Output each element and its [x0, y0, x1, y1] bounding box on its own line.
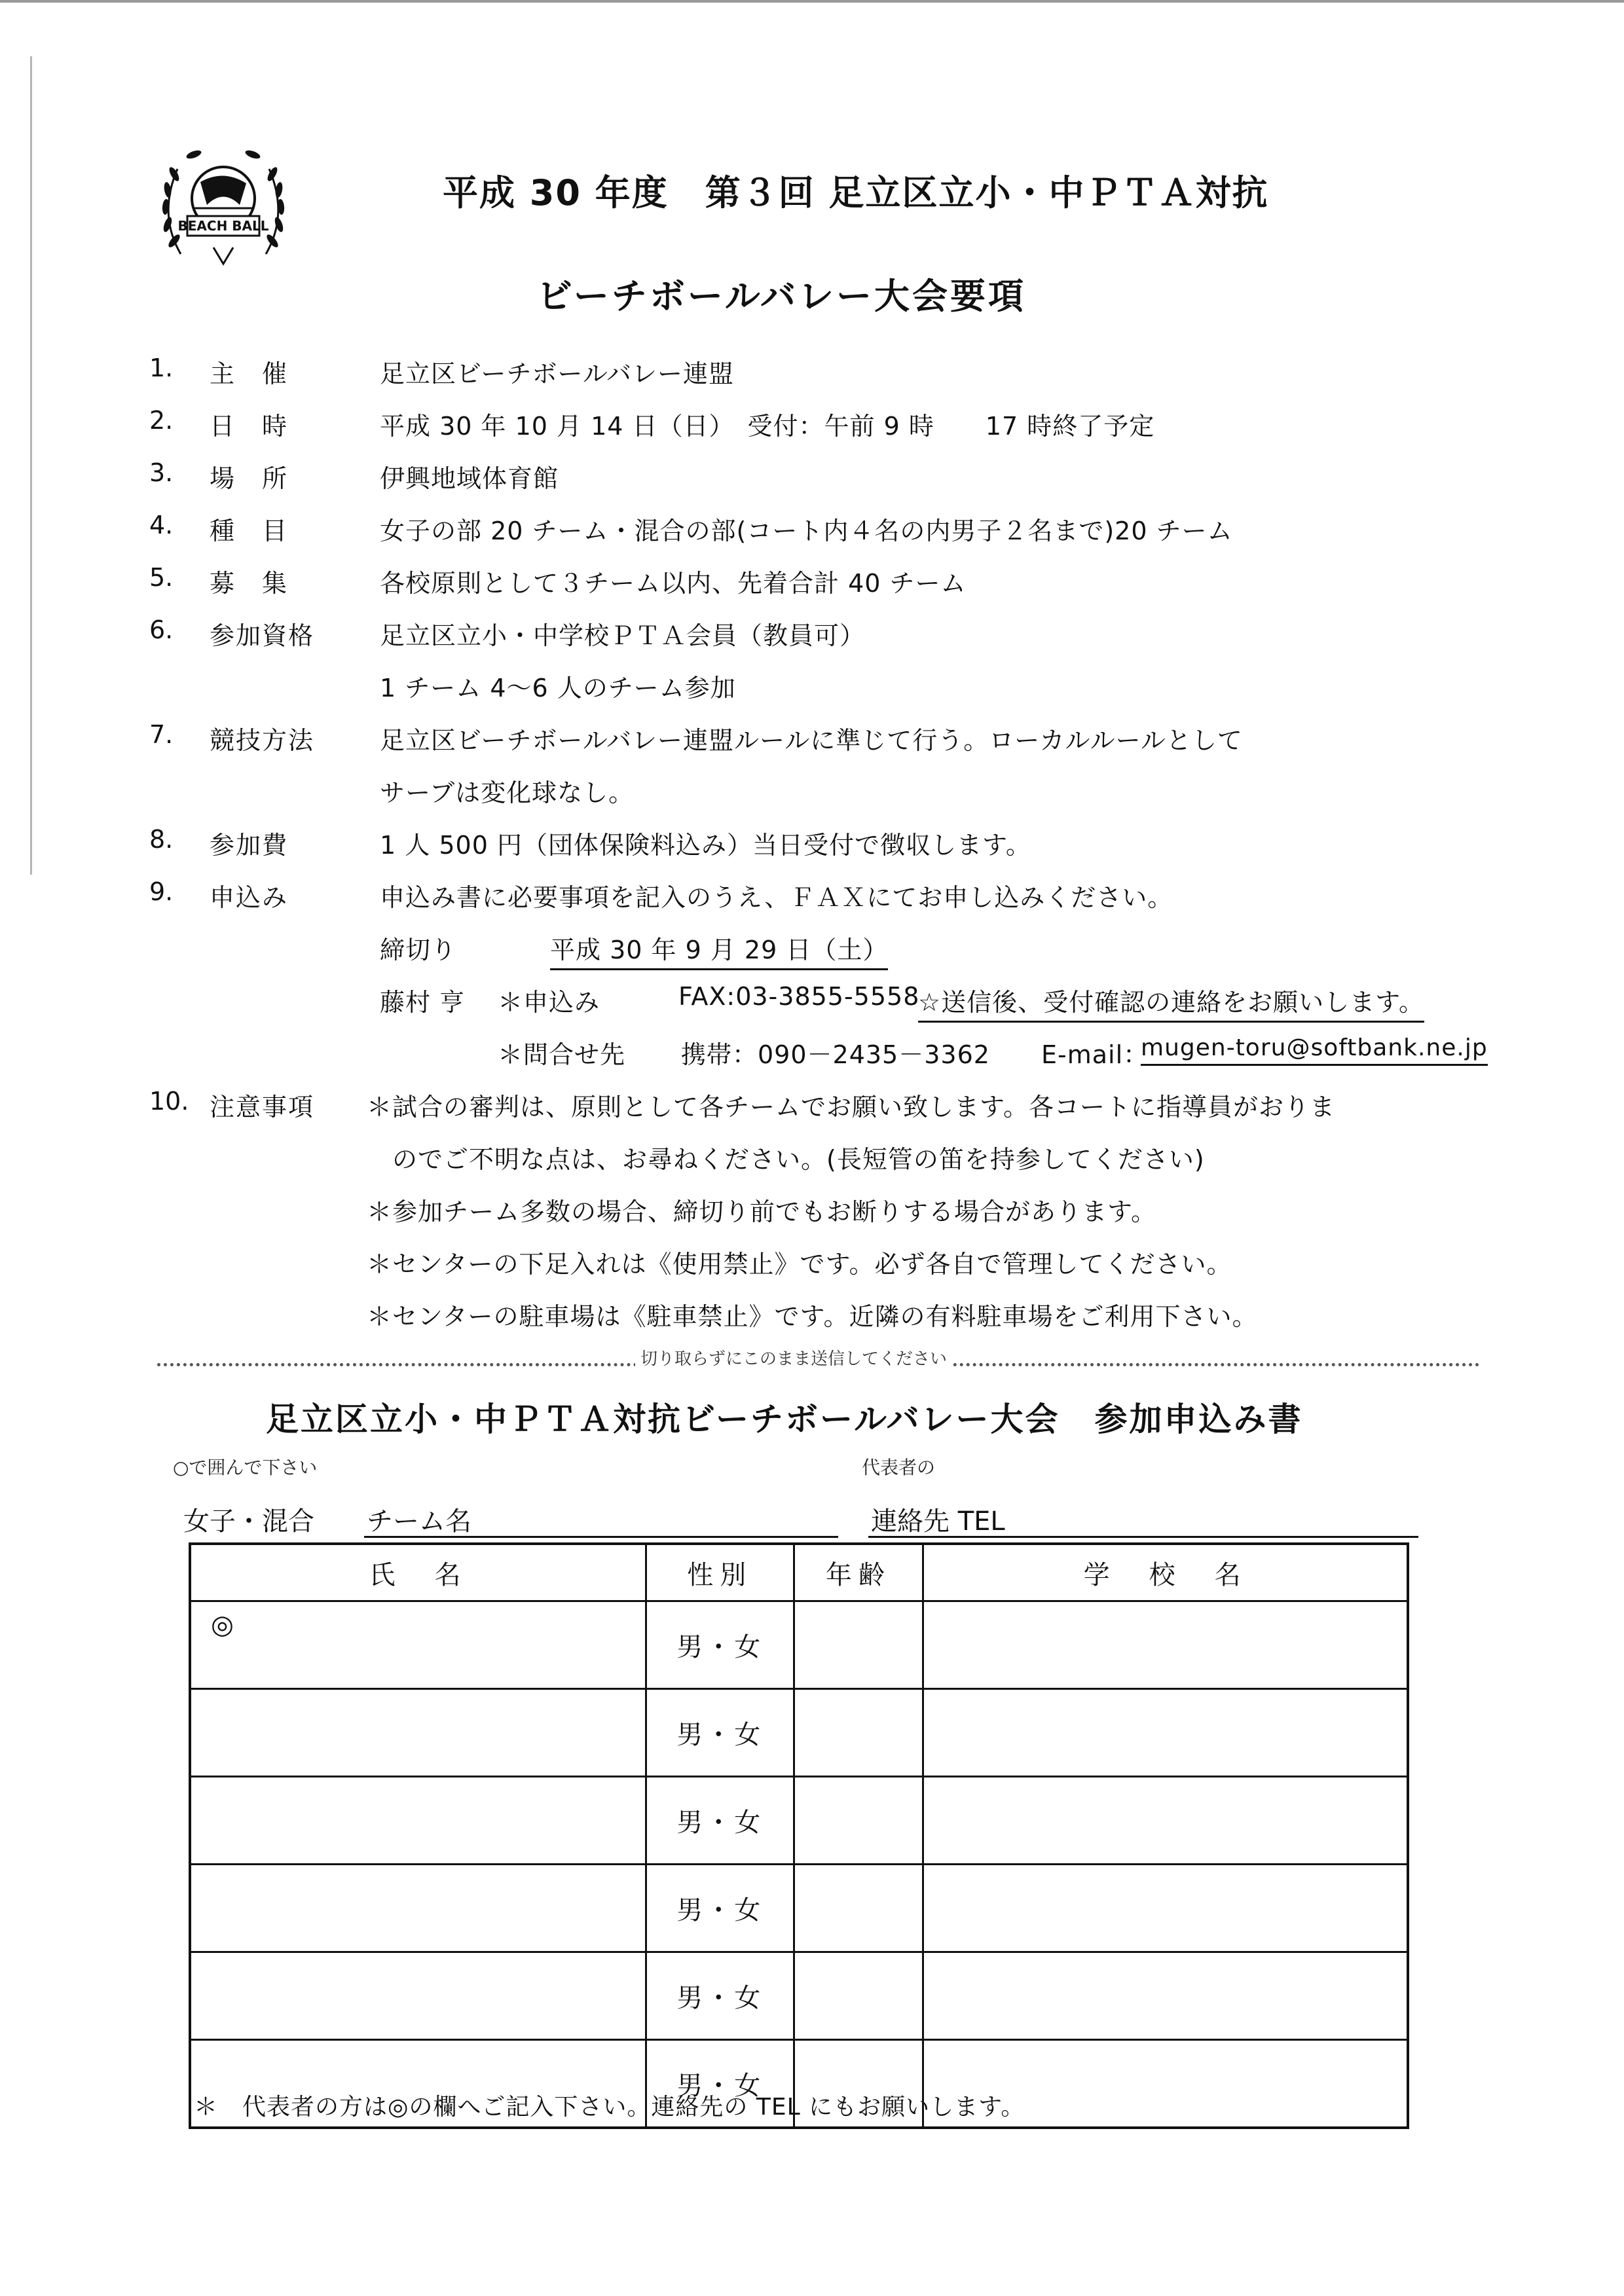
entry-table — [189, 1542, 1409, 2129]
circle-note: ○で囲んで下さい — [173, 1457, 318, 1478]
title-line-2: ビーチボールバレー大会要項 — [537, 276, 1026, 317]
age-cell[interactable] — [794, 1689, 923, 1777]
beach-ball-logo — [155, 143, 292, 274]
item-6-text: 足立区立小・中学校ＰＴＡ会員（教員可） — [380, 621, 866, 650]
note-line-5: ＊センターの駐車場は《駐車禁止》です。近隣の有料駐車場をご利用下さい。 — [367, 1302, 1258, 1331]
item-4-label: 種 目 — [210, 517, 289, 545]
item-7-label: 競技方法 — [210, 726, 315, 755]
inquiry-label: ＊問合せ先 — [498, 1040, 626, 1069]
contact-tel-field[interactable] — [868, 1536, 1418, 1538]
age-cell[interactable] — [794, 1777, 923, 1865]
note-line-1: ＊試合の審判は、原則として各チームでお願い致します。各コートに指導員がおりま — [367, 1093, 1335, 1121]
item-2-text: 平成 30 年 10 月 14 日（日） 受付：午前 9 時 17 時終了予定 — [380, 412, 1155, 441]
school-cell[interactable] — [923, 1689, 1408, 1777]
fax-confirm-note: ☆送信後、受付確認の連絡をお願いします。 — [918, 982, 1424, 1023]
item-5-number: 5. — [149, 563, 174, 592]
school-cell[interactable] — [923, 1777, 1408, 1865]
email-address[interactable]: mugen-toru@softbank.ne.jp — [1141, 1034, 1488, 1066]
gender-cell[interactable]: 男・女 — [646, 1865, 794, 1952]
scan-edge-top — [0, 0, 1624, 3]
item-2-label: 日 時 — [210, 412, 289, 441]
header-name: 氏 名 — [190, 1544, 646, 1601]
table-row — [190, 1865, 1408, 1952]
contact-name: 藤村 亨 — [380, 988, 466, 1017]
item-1-text: 足立区ビーチボールバレー連盟 — [380, 359, 735, 388]
deadline-label: 締切り — [380, 936, 457, 964]
title-line-1: 平成 30 年度 第３回 足立区立小・中ＰＴＡ対抗 — [443, 172, 1269, 213]
representative-note: 代表者の — [862, 1457, 936, 1478]
team-name-label: チーム名 — [367, 1506, 471, 1537]
item-8-text: 1 人 500 円（団体保険料込み）当日受付で徴収します。 — [380, 831, 1031, 860]
item-9-text: 申込み書に必要事項を記入のうえ、ＦＡＸにてお申し込みください。 — [380, 883, 1173, 912]
mobile-number: 携帯：090－2435－3362 — [681, 1040, 990, 1069]
item-10-label: 注意事項 — [210, 1093, 315, 1121]
item-4-number: 4. — [149, 511, 174, 539]
item-7-number: 7. — [149, 720, 174, 749]
age-cell[interactable] — [794, 1952, 923, 2040]
table-header-row — [190, 1544, 1408, 1601]
name-cell[interactable] — [190, 1777, 646, 1865]
gender-cell[interactable]: 男・女 — [646, 1777, 794, 1865]
gender-cell[interactable]: 男・女 — [646, 2040, 794, 2128]
age-cell[interactable] — [794, 1601, 923, 1689]
item-1-label: 主 催 — [210, 359, 289, 388]
scan-edge-left — [30, 56, 32, 875]
item-3-number: 3. — [149, 458, 174, 487]
category-select[interactable]: 女子・混合 — [183, 1506, 314, 1537]
footnote: ＊ 代表者の方は◎の欄へご記入下さい。連絡先の TEL にもお願いします。 — [194, 2094, 1025, 2121]
email-label: E-mail： — [1041, 1040, 1149, 1069]
gender-cell[interactable]: 男・女 — [646, 1601, 794, 1689]
item-5-text: 各校原則として３チーム以内、先着合計 40 チーム — [380, 569, 967, 598]
item-3-label: 場 所 — [210, 464, 289, 493]
item-3-text: 伊興地域体育館 — [380, 464, 559, 493]
svg-text:BEACH BALL: BEACH BALL — [177, 218, 269, 234]
team-name-field[interactable] — [364, 1536, 838, 1538]
gender-cell[interactable]: 男・女 — [646, 1952, 794, 2040]
apply-label: ＊申込み — [498, 988, 600, 1017]
header-age: 年齢 — [794, 1544, 923, 1601]
item-8-label: 参加費 — [210, 831, 289, 860]
name-cell[interactable] — [190, 1865, 646, 1952]
form-title: 足立区立小・中ＰＴＡ対抗ビーチボールバレー大会 参加申込み書 — [266, 1400, 1303, 1438]
item-9-number: 9. — [149, 877, 174, 906]
table-row — [190, 1777, 1408, 1865]
note-line-3: ＊参加チーム多数の場合、締切り前でもお断りする場合があります。 — [367, 1197, 1156, 1226]
item-8-number: 8. — [149, 825, 174, 854]
deadline-value: 平成 30 年 9 月 29 日（土） — [550, 930, 888, 970]
table-row — [190, 1952, 1408, 2040]
age-cell[interactable] — [794, 1865, 923, 1952]
fax-number: FAX:03-3855-5558 — [678, 982, 920, 1011]
item-5-label: 募 集 — [210, 569, 289, 598]
item-10-number: 10. — [149, 1087, 189, 1116]
table-row — [190, 1601, 1408, 1689]
item-6-label: 参加資格 — [210, 621, 315, 650]
representative-mark: ◎ — [211, 1610, 234, 1640]
gender-cell[interactable]: 男・女 — [646, 1689, 794, 1777]
note-line-2: のでご不明な点は、お尋ねください。(長短管の笛を持参してください) — [367, 1145, 1205, 1174]
header-school: 学 校 名 — [923, 1544, 1408, 1601]
item-4-text: 女子の部 20 チーム・混合の部(コート内４名の内男子２名まで)20 チーム — [380, 517, 1233, 545]
note-line-4: ＊センターの下足入れは《使用禁止》です。必ず各自で管理してください。 — [367, 1250, 1232, 1279]
item-7-text: 足立区ビーチボールバレー連盟ルールに準じて行う。ローカルルールとして — [380, 726, 1243, 755]
school-cell[interactable] — [923, 1952, 1408, 2040]
cut-line-text: 切り取らずにこのまま送信してください — [635, 1345, 952, 1370]
item-9-label: 申込み — [210, 883, 289, 912]
school-cell[interactable] — [923, 1865, 1408, 1952]
item-6-number: 6. — [149, 615, 174, 644]
item-6-text-2: 1 チーム 4～6 人のチーム参加 — [380, 674, 736, 702]
name-cell[interactable] — [190, 1952, 646, 2040]
name-cell-representative[interactable] — [190, 1601, 646, 1689]
item-1-number: 1. — [149, 354, 174, 382]
item-2-number: 2. — [149, 406, 174, 435]
name-cell[interactable] — [190, 1689, 646, 1777]
item-7-text-2: サーブは変化球なし。 — [380, 778, 635, 807]
contact-tel-label: 連絡先 TEL — [871, 1506, 1005, 1537]
school-cell[interactable] — [923, 1601, 1408, 1689]
header-gender: 性別 — [646, 1544, 794, 1601]
table-row — [190, 1689, 1408, 1777]
